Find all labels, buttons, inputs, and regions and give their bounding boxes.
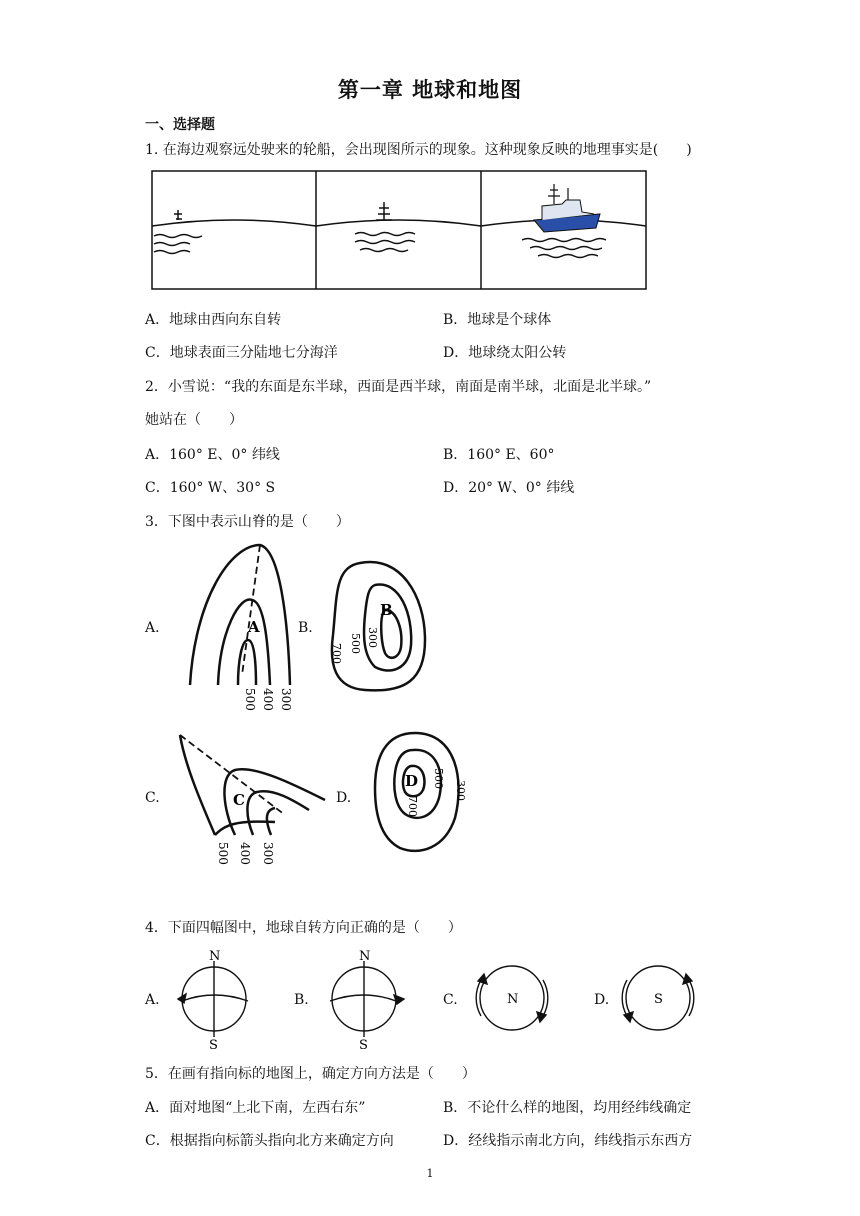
north-pole-label: N xyxy=(507,992,519,1007)
contour-label: 700 xyxy=(330,643,343,664)
contour-label: 400 xyxy=(261,688,275,711)
question-5-stem: 5．在画有指向标的地图上，确定方向方法是（ ） xyxy=(145,1066,476,1082)
q4-option-a-label[interactable]: A. xyxy=(145,992,160,1008)
q5-option-b[interactable]: B．不论什么样的地图，均用经纬线确定 xyxy=(443,1100,692,1116)
north-label: N xyxy=(359,949,371,964)
globe-figure-b xyxy=(320,945,410,1053)
q2-option-d[interactable]: D．20° W、0° 纬线 xyxy=(443,480,575,496)
page-title: 第一章 地球和地图 xyxy=(337,78,523,102)
question-3-stem: 3．下图中表示山脊的是（ ） xyxy=(145,514,350,530)
q3-option-c-label[interactable]: C. xyxy=(145,790,160,806)
contour-label: 700 xyxy=(406,796,419,817)
wave-lines xyxy=(522,239,606,242)
south-label: S xyxy=(209,1038,218,1053)
contour-label: 300 xyxy=(261,842,275,865)
ship-icon xyxy=(534,184,600,232)
wave-lines xyxy=(360,249,408,252)
contour-label: 300 xyxy=(454,780,467,801)
horizon-line xyxy=(152,220,316,226)
q5-option-d[interactable]: D．经线指示南北方向，纬线指示东西方 xyxy=(443,1133,693,1149)
wave-lines xyxy=(154,251,190,254)
q3-option-d-label[interactable]: D. xyxy=(336,790,352,806)
q3-option-a-label[interactable]: A. xyxy=(145,620,160,636)
q2-option-a[interactable]: A．160° E、0° 纬线 xyxy=(145,447,280,463)
wave-lines xyxy=(355,241,415,244)
question-1-stem: 1. 在海边观察远处驶来的轮船，会出现图所示的现象。这种现象反映的地理事实是( ) xyxy=(145,142,692,158)
contour-label: 400 xyxy=(238,842,252,865)
horizon-line xyxy=(316,220,481,226)
question-2-stem: 2．小雪说：“我的东面是东半球，西面是西半球，南面是南半球，北面是北半球。” xyxy=(145,379,652,395)
wave-lines xyxy=(154,243,190,246)
north-label: N xyxy=(209,949,221,964)
point-d-label: D xyxy=(405,772,419,790)
q4-option-d-label[interactable]: D. xyxy=(594,992,610,1008)
page-number: 1 xyxy=(426,1167,434,1180)
polar-figure-d xyxy=(613,960,703,1036)
wave-lines xyxy=(530,247,602,250)
question-4-stem: 4．下面四幅图中，地球自转方向正确的是（ ） xyxy=(145,920,462,936)
contour-label: 500 xyxy=(432,768,445,789)
contour-label: 300 xyxy=(279,688,293,711)
q1-option-b[interactable]: B．地球是个球体 xyxy=(443,312,552,328)
point-a-label: A xyxy=(248,618,260,636)
q2-option-b[interactable]: B．160° E、60° xyxy=(443,447,555,463)
globe-figure-a xyxy=(170,945,260,1053)
contour-label: 500 xyxy=(349,633,362,654)
contour-map-d xyxy=(365,728,475,860)
south-pole-label: S xyxy=(654,992,663,1007)
section-heading: 一、选择题 xyxy=(145,117,215,133)
q5-option-a[interactable]: A．面对地图“上北下南，左西右东” xyxy=(145,1100,366,1116)
wave-lines xyxy=(538,255,598,258)
polar-figure-c xyxy=(467,960,557,1036)
contour-map-a xyxy=(180,540,300,715)
q4-option-b-label[interactable]: B. xyxy=(294,992,309,1008)
ship-superstructure-icon xyxy=(376,202,392,220)
q1-option-c[interactable]: C．地球表面三分陆地七分海洋 xyxy=(145,345,338,361)
q1-option-d[interactable]: D．地球绕太阳公转 xyxy=(443,345,567,361)
contour-map-b xyxy=(325,555,435,700)
contour-label: 500 xyxy=(243,688,257,711)
q1-option-a[interactable]: A．地球由西向东自转 xyxy=(145,312,282,328)
point-b-label: B xyxy=(380,601,393,619)
point-c-label: C xyxy=(233,791,245,809)
q2-option-c[interactable]: C．160° W、30° S xyxy=(145,480,276,496)
ship-approach-figure xyxy=(150,170,648,292)
ship-mast-icon xyxy=(174,210,182,220)
q4-option-c-label[interactable]: C. xyxy=(443,992,458,1008)
south-label: S xyxy=(359,1038,368,1053)
contour-map-c xyxy=(175,730,335,870)
contour-label: 300 xyxy=(366,627,379,648)
q5-option-c[interactable]: C．根据指向标箭头指向北方来确定方向 xyxy=(145,1133,394,1149)
wave-lines xyxy=(355,233,415,236)
question-2-stem-cont: 她站在（ ） xyxy=(145,412,243,428)
wave-lines xyxy=(154,235,202,238)
q3-option-b-label[interactable]: B. xyxy=(298,620,313,636)
contour-label: 500 xyxy=(216,842,230,865)
